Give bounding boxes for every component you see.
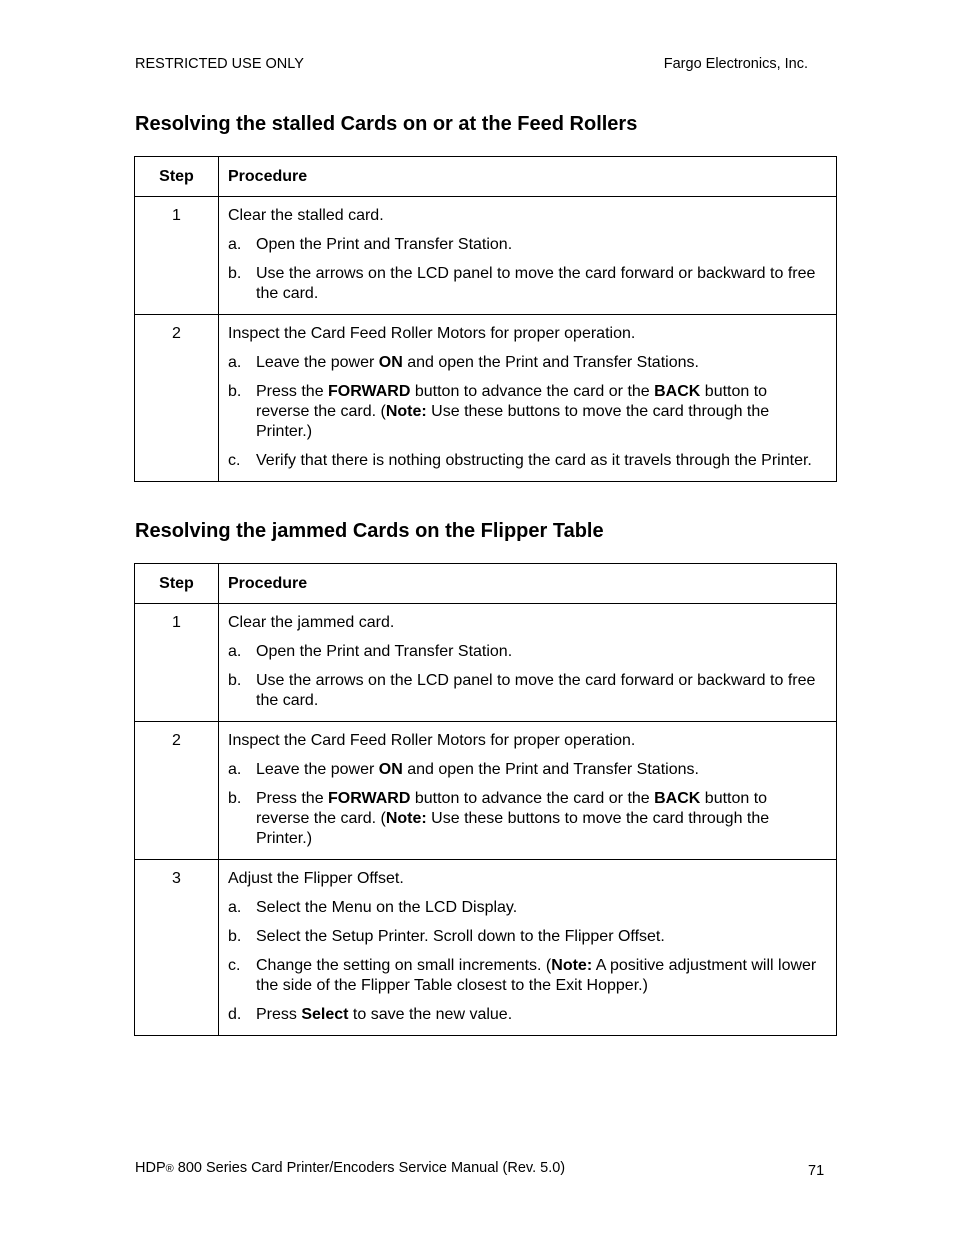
procedure-substep — [228, 789, 821, 849]
substep-letter: a. — [228, 761, 242, 778]
procedure-main-text: Inspect the Card Feed Roller Motors for proper operation. — [228, 732, 636, 749]
substep-bold-text: FORWARD — [328, 790, 411, 807]
jammed-cards-table — [134, 563, 837, 1036]
header-restricted: RESTRICTED USE ONLY — [135, 56, 304, 72]
substep-text: Use the arrows on the LCD panel to move the card forward or backward to free the card. — [256, 672, 816, 709]
substep-text: to save the new value. — [348, 1006, 513, 1023]
substep-text: Use the arrows on the LCD panel to move the card forward or backward to free the card. — [256, 265, 816, 302]
substep-text: Press the — [256, 790, 329, 807]
substep-text: button to advance the card or the — [410, 790, 655, 807]
substep-letter: a. — [228, 643, 242, 660]
procedure-cell — [219, 604, 837, 722]
table-header-row — [135, 564, 837, 604]
substep-text: and open the Print and Transfer Stations. — [402, 761, 699, 778]
procedure-substep — [228, 353, 821, 373]
substep-text: A positive adjustment will lower the side of the Flipper Table closest to the Exit Hopper.) — [256, 957, 817, 994]
substep-letter: b. — [228, 265, 242, 282]
procedure-cell — [219, 722, 837, 860]
substep-bold-text: Note: — [551, 957, 593, 974]
substep-letter: d. — [228, 1006, 242, 1023]
substep-text: Use these buttons to move the card through the Printer.) — [256, 810, 770, 847]
col-procedure: Procedure — [219, 564, 837, 604]
footer-text: 800 Series Card Printer/Encoders Service Manual (Rev. 5.0) — [173, 1160, 566, 1176]
substep-text: button to advance the card or the — [410, 383, 655, 400]
procedure-main-text: Adjust the Flipper Offset. — [228, 870, 404, 887]
substep-text: Change the setting on small increments. ( — [256, 957, 552, 974]
substep-letter: a. — [228, 236, 242, 253]
procedure-main-text: Inspect the Card Feed Roller Motors for proper operation. — [228, 325, 636, 342]
substep-bold-text: ON — [378, 761, 403, 778]
substep-bold-text: Select — [301, 1006, 349, 1023]
stalled-cards-table — [134, 156, 837, 482]
procedure-substep — [228, 1005, 821, 1025]
table-row — [135, 197, 837, 315]
procedure-cell — [219, 197, 837, 315]
procedure-main-text: Clear the stalled card. — [228, 207, 384, 224]
procedure-cell — [219, 315, 837, 482]
col-step: Step — [135, 564, 219, 604]
procedure-substep — [228, 382, 821, 442]
substep-bold-text: BACK — [654, 790, 701, 807]
table-row — [135, 604, 837, 722]
step-number: 2 — [135, 722, 219, 860]
header-company: Fargo Electronics, Inc. — [663, 56, 808, 72]
table-header-row — [135, 157, 837, 197]
substep-bold-text: FORWARD — [328, 383, 411, 400]
step-number: 2 — [135, 315, 219, 482]
substep-letter: c. — [228, 957, 241, 974]
substep-letter: a. — [228, 899, 242, 916]
substep-text: Select the Menu on the LCD Display. — [256, 899, 518, 916]
footer-title — [135, 1160, 565, 1176]
substep-text: Use these buttons to move the card through the Printer.) — [256, 403, 770, 440]
substep-bold-text: BACK — [654, 383, 701, 400]
step-number: 3 — [135, 860, 219, 1036]
procedure-substep — [228, 927, 821, 947]
substep-letter: b. — [228, 928, 242, 945]
substep-text: Leave the power — [256, 354, 379, 371]
substep-letter: a. — [228, 354, 242, 371]
procedure-substep — [228, 671, 821, 711]
substep-text: button to reverse the card. ( — [256, 383, 768, 420]
table-row — [135, 860, 837, 1036]
substep-bold-text: Note: — [385, 810, 427, 827]
substep-text: Open the Print and Transfer Station. — [256, 643, 513, 660]
substep-letter: b. — [228, 383, 242, 400]
section2-title: Resolving the jammed Cards on the Flipper Table — [135, 520, 604, 542]
substep-letter: c. — [228, 452, 241, 469]
col-step: Step — [135, 157, 219, 197]
col-procedure: Procedure — [219, 157, 837, 197]
table-row — [135, 315, 837, 482]
substep-text: Select the Setup Printer. Scroll down to the Flipper Offset. — [256, 928, 665, 945]
procedure-substep — [228, 235, 821, 255]
procedure-cell — [219, 860, 837, 1036]
procedure-substep — [228, 956, 821, 996]
procedure-substep — [228, 642, 821, 662]
substep-text: Press — [256, 1006, 302, 1023]
substep-text: button to reverse the card. ( — [256, 790, 768, 827]
procedure-main-text: Clear the jammed card. — [228, 614, 395, 631]
procedure-substep — [228, 264, 821, 304]
procedure-substep — [228, 760, 821, 780]
substep-bold-text: Note: — [385, 403, 427, 420]
substep-text: Open the Print and Transfer Station. — [256, 236, 513, 253]
substep-text: Verify that there is nothing obstructing the card as it travels through the Printer. — [256, 452, 812, 469]
step-number: 1 — [135, 604, 219, 722]
procedure-substep — [228, 451, 821, 471]
footer-brand: HDP — [135, 1160, 166, 1176]
substep-text: Leave the power — [256, 761, 379, 778]
substep-text: and open the Print and Transfer Stations. — [402, 354, 699, 371]
table-row — [135, 722, 837, 860]
substep-text: Press the — [256, 383, 329, 400]
section1-title: Resolving the stalled Cards on or at the Feed Rollers — [135, 113, 638, 135]
step-number: 1 — [135, 197, 219, 315]
page-number: 71 — [808, 1163, 825, 1179]
registered-mark: ® — [165, 1163, 174, 1175]
substep-bold-text: ON — [378, 354, 403, 371]
procedure-substep — [228, 898, 821, 918]
substep-letter: b. — [228, 672, 242, 689]
substep-letter: b. — [228, 790, 242, 807]
